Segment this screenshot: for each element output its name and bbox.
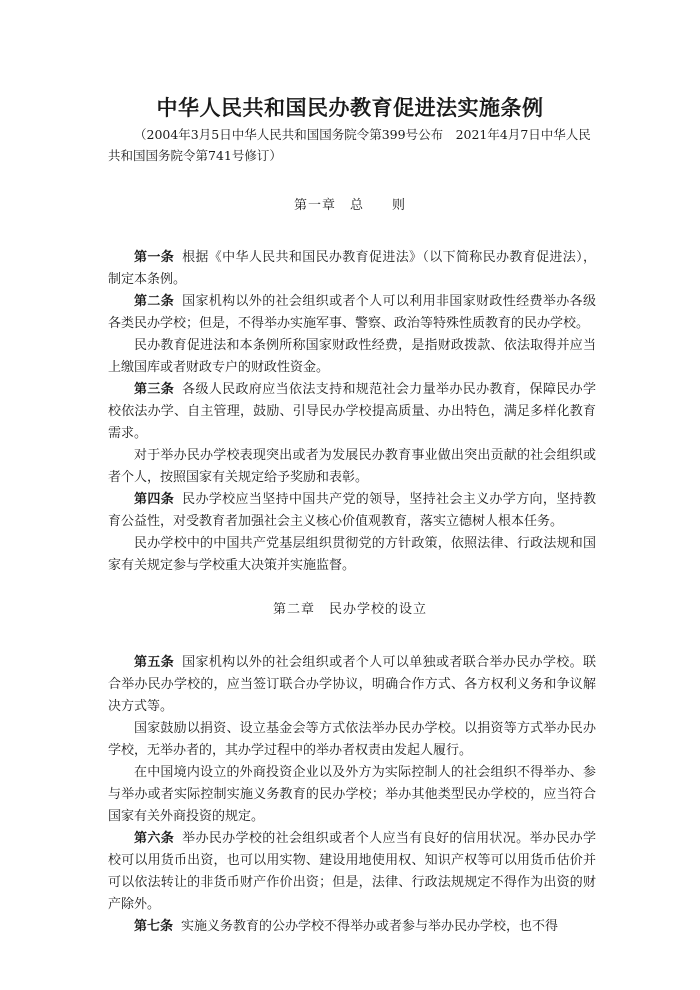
article-4-paragraph-2 [108, 533, 596, 577]
paragraph-text: 国家鼓励以捐资、设立基金会等方式依法举办民办学校。以捐资等方式举办民办学校，无举办者的，其办学过程中的举办者权责由发起人履行。 [108, 721, 596, 758]
article-7 [108, 916, 596, 938]
article-text: 各级人民政府应当依法支持和规范社会力量举办民办教育，保障民办学校依法办学、自主管理，鼓励、引导民办学校提高质量、办出特色，满足多样化教育需求。 [108, 382, 596, 441]
article-3-paragraph-2 [108, 445, 596, 489]
article-text: 实施义务教育的公办学校不得举办或者参与举办民办学校，也不得 [181, 919, 559, 934]
article-text: 国家机构以外的社会组织或者个人可以利用非国家财政性经费举办各级各类民办学校；但是，不得举办实施军事、警察、政治等特殊性质教育的民办学校。 [108, 294, 596, 331]
article-label: 第七条 [134, 919, 174, 934]
article-text: 国家机构以外的社会组织或者个人可以单独或者联合举办民办学校。联合举办民办学校的，应当签订联合办学协议，明确合作方式、各方权利义务和争议解决方式等。 [108, 655, 596, 714]
chapter-1-body [108, 247, 596, 577]
article-label: 第一条 [134, 250, 175, 265]
article-text: 根据《中华人民共和国民办教育促进法》（以下简称民办教育促进法），制定本条例。 [108, 250, 596, 287]
paragraph-text: 在中国境内设立的外商投资企业以及外方为实际控制人的社会组织不得举办、参与举办或者实际控制实施义务教育的民办学校；举办其他类型民办学校的，应当符合国家有关外商投资的规定。 [108, 765, 596, 824]
article-2 [108, 291, 596, 335]
article-2-paragraph-2 [108, 335, 596, 379]
article-6 [108, 828, 596, 916]
article-4 [108, 489, 596, 533]
article-5-paragraph-3 [108, 762, 596, 828]
article-label: 第五条 [134, 655, 175, 670]
paragraph-text: 民办学校中的中国共产党基层组织贯彻党的方针政策，依照法律、行政法规和国家有关规定参与学校重大决策并实施监督。 [108, 536, 596, 573]
article-text: 民办学校应当坚持中国共产党的领导，坚持社会主义办学方向，坚持教育公益性，对受教育者加强社会主义核心价值观教育，落实立德树人根本任务。 [108, 492, 596, 529]
article-label: 第六条 [134, 831, 175, 846]
article-text: 举办民办学校的社会组织或者个人应当有良好的信用状况。举办民办学校可以用货币出资，也可以用实物、建设用地使用权、知识产权等可以用货币估价并可以依法转让的非货币财产作价出资；但是，法律、行政法规规定不得作为出资的财产除外。 [108, 831, 596, 912]
paragraph-text: 民办教育促进法和本条例所称国家财政性经费，是指财政拨款、依法取得并应当上缴国库或者财政专户的财政性资金。 [108, 338, 596, 375]
chapter-2-body [108, 652, 596, 938]
article-label: 第二条 [134, 294, 175, 309]
article-label: 第四条 [134, 492, 175, 507]
document-subtitle: （2004年3月5日中华人民共和国国务院令第399号公布 2021年4月7日中华人民共和国国务院令第741号修订） [108, 127, 591, 163]
article-5-paragraph-2 [108, 718, 596, 762]
chapter-2-heading: 第二章 民办学校的设立 [272, 602, 427, 617]
article-1 [108, 247, 596, 291]
paragraph-text: 对于举办民办学校表现突出或者为发展民办教育事业做出突出贡献的社会组织或者个人，按照国家有关规定给予奖励和表彰。 [108, 448, 596, 485]
article-label: 第三条 [134, 382, 175, 397]
document-title: 中华人民共和国民办教育促进法实施条例 [156, 96, 544, 120]
chapter-1-heading: 第一章 总 则 [293, 198, 406, 213]
article-5 [108, 652, 596, 718]
article-3 [108, 379, 596, 445]
